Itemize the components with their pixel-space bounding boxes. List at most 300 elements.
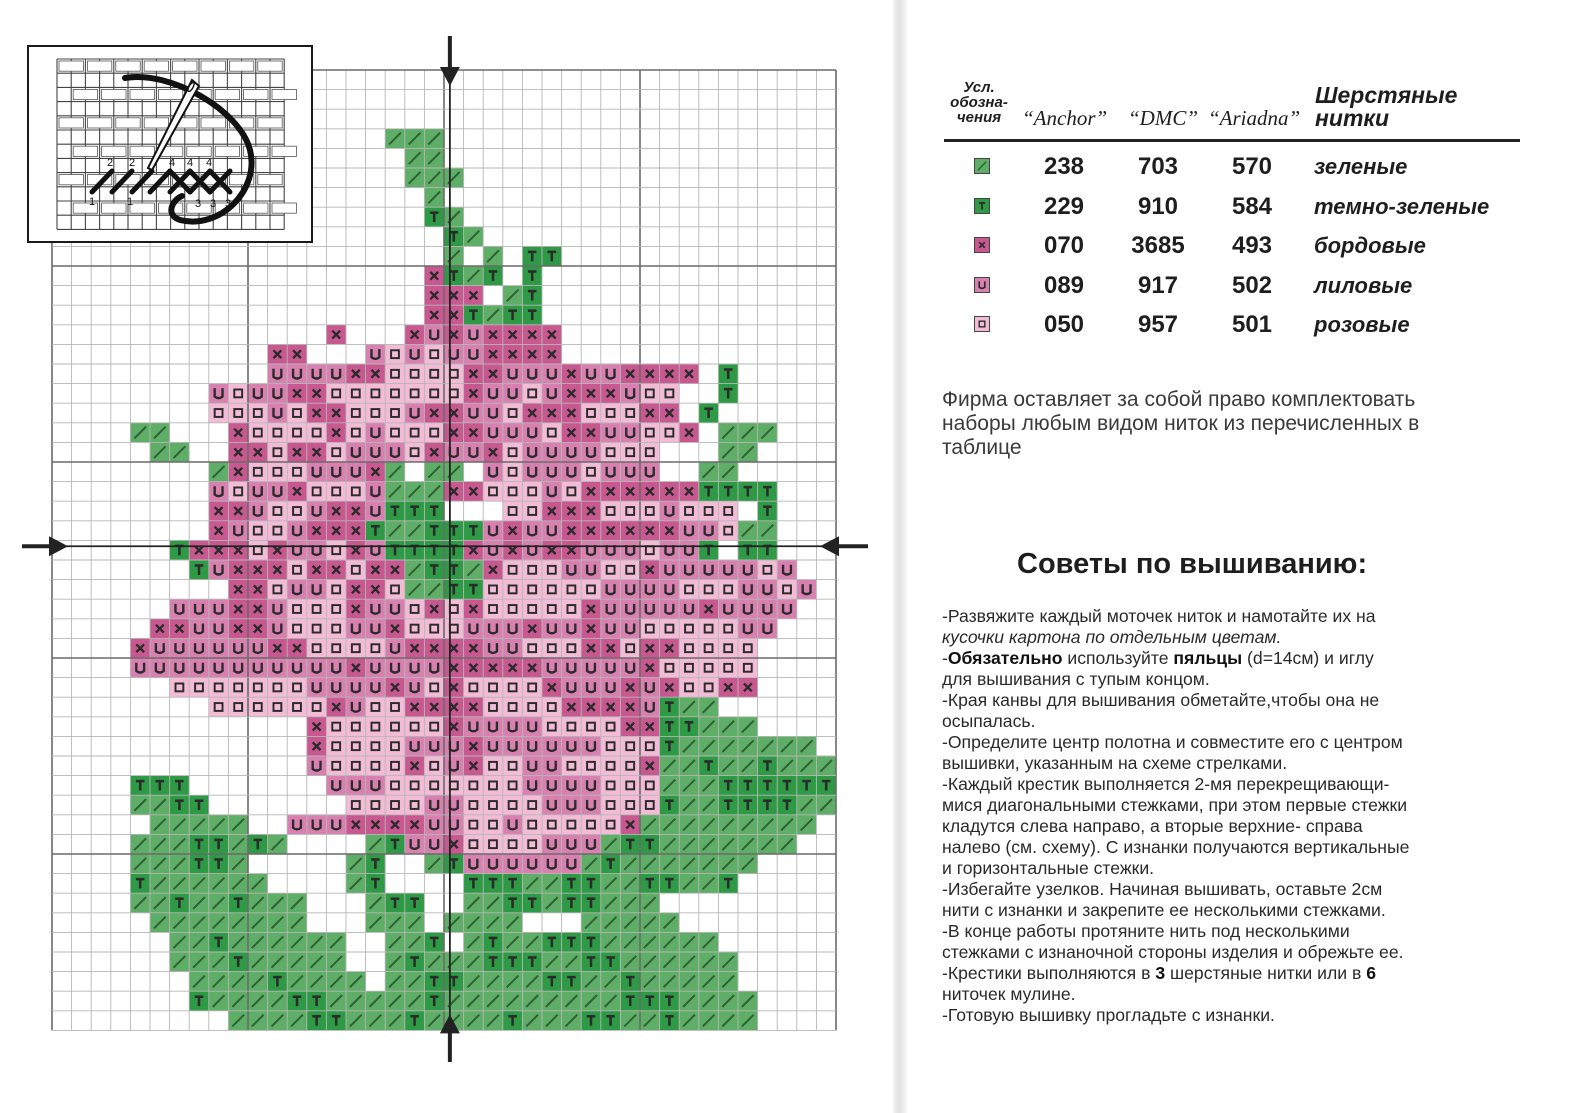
stitch-cell	[170, 599, 190, 619]
weave-block	[244, 203, 268, 213]
stitch-cell	[620, 756, 640, 776]
tip-line: стежками с изнаночной стороны изделия и обрежьте ее.	[942, 942, 1404, 962]
stitch-cell	[581, 795, 601, 815]
stitch-cell	[366, 403, 386, 423]
weave-block	[201, 61, 225, 71]
weave-block	[59, 175, 83, 185]
stitch-cell	[346, 736, 366, 756]
stitch-cell	[248, 501, 268, 521]
stitch-cell	[640, 540, 660, 560]
note-line: Фирма оставляет за собой право комплектовать	[942, 388, 1416, 411]
stitch-cell	[405, 776, 425, 796]
anchor-code: 238	[1043, 153, 1085, 180]
stitch-cell	[503, 756, 523, 776]
stitch-cell	[679, 560, 699, 580]
stitch-cell	[326, 756, 346, 776]
stitch-cell	[522, 815, 542, 835]
stitch-cell	[640, 736, 660, 756]
stitch-cell	[679, 501, 699, 521]
tip-line: -Каждый крестик выполняется 2-мя перекрещивающи-	[942, 774, 1390, 794]
stitch-symbol	[979, 242, 985, 248]
anchor-code: 229	[1043, 193, 1085, 220]
stitch-cell	[581, 776, 601, 796]
tip-line: -Развяжите каждый моточек ниток и намотайте их на	[942, 606, 1376, 626]
stitch-cell	[758, 599, 778, 619]
stitch-cell	[385, 658, 405, 678]
stitch-cell	[581, 736, 601, 756]
stitch-cell	[503, 482, 523, 502]
stitch-cell	[307, 364, 327, 384]
tip-line: кусочки картона по отдельным цветам.	[942, 627, 1282, 647]
stitch-cell	[385, 344, 405, 364]
stitch-cell	[718, 619, 738, 639]
tip-text: (d=14см) и иглу	[1242, 648, 1374, 668]
stitch-cell	[307, 756, 327, 776]
tip-line: осыпалась.	[942, 711, 1036, 731]
stitch-cell	[581, 442, 601, 462]
stitch-cell	[209, 384, 229, 404]
stitch-cell	[542, 423, 562, 443]
stitch-cell	[405, 678, 425, 698]
stitch-cell	[366, 501, 386, 521]
stitch-cell	[542, 717, 562, 737]
stitch-cell	[287, 678, 307, 698]
stitch-cell	[209, 482, 229, 502]
stitch-cell	[405, 619, 425, 639]
tip-line: для вышивания с тупым концом.	[942, 669, 1210, 689]
stitch-cell	[287, 658, 307, 678]
stitch-cell	[522, 560, 542, 580]
stitch-cell	[601, 403, 621, 423]
stitch-cell	[366, 423, 386, 443]
stitch-cell	[424, 384, 444, 404]
stitch-cell	[248, 540, 268, 560]
stitch-cell	[424, 325, 444, 345]
stitch-cell	[699, 619, 719, 639]
stitch-cell	[601, 364, 621, 384]
stitch-cell	[326, 736, 346, 756]
stitch-cell	[522, 638, 542, 658]
weave-block	[73, 146, 97, 156]
stitch-cell	[620, 638, 640, 658]
stitch-cell	[268, 364, 288, 384]
stitch-cell	[346, 462, 366, 482]
stitch-cell	[562, 736, 582, 756]
stitch-cell	[287, 364, 307, 384]
stitch-cell	[620, 540, 640, 560]
symbol-header-line3: чения	[956, 109, 1002, 126]
stitch-cell	[581, 560, 601, 580]
stitch-cell	[699, 501, 719, 521]
stitch-cell	[464, 717, 484, 737]
page-fold	[893, 0, 907, 1113]
stitch-cell	[366, 619, 386, 639]
stitch-cell	[346, 795, 366, 815]
stitch-symbol	[979, 203, 985, 210]
stitch-cell	[738, 580, 758, 600]
stitch-cell	[640, 462, 660, 482]
weave-block	[59, 61, 83, 71]
stitch-cell	[307, 482, 327, 502]
stitch-cell	[366, 697, 386, 717]
stitch-cell	[209, 658, 229, 678]
stitch-cell	[562, 580, 582, 600]
stitch-cell	[718, 560, 738, 580]
stitch-cell	[503, 364, 523, 384]
stitch-cell	[699, 638, 719, 658]
stitch-cell	[346, 619, 366, 639]
stitch-cell	[307, 540, 327, 560]
stitch-cell	[346, 482, 366, 502]
stitch-cell	[503, 442, 523, 462]
tip-text: шерстяные нитки или в	[1165, 963, 1367, 983]
stitch-symbol	[979, 321, 985, 327]
stitch-cell	[758, 560, 778, 580]
stitch-cell	[346, 403, 366, 423]
stitch-cell	[483, 462, 503, 482]
stitch-cell	[326, 364, 346, 384]
stitch-cell	[444, 599, 464, 619]
stitch-cell	[170, 678, 190, 698]
weave-block	[73, 89, 97, 99]
stitch-cell	[562, 619, 582, 639]
tip-text: -	[942, 648, 948, 668]
stitch-cell	[503, 423, 523, 443]
stitch-cell	[405, 384, 425, 404]
stitch-cell	[189, 619, 209, 639]
stitch-cell	[620, 580, 640, 600]
stitch-cell	[562, 776, 582, 796]
stitch-cell	[385, 384, 405, 404]
stitch-cell	[738, 599, 758, 619]
stitch-cell	[444, 344, 464, 364]
stitch-cell	[581, 834, 601, 854]
stitch-cell	[287, 540, 307, 560]
stitch-cell	[444, 364, 464, 384]
stitch-cell	[366, 736, 386, 756]
stitch-cell	[326, 599, 346, 619]
stitch-cell	[483, 540, 503, 560]
weave-block	[130, 89, 154, 99]
stitch-cell	[660, 658, 680, 678]
stitch-cell	[228, 482, 248, 502]
stitch-cell	[287, 815, 307, 835]
stitch-cell	[699, 521, 719, 541]
stitch-cell	[346, 697, 366, 717]
stitch-cell	[228, 403, 248, 423]
stitch-cell	[248, 462, 268, 482]
stitch-cell	[287, 521, 307, 541]
stitch-cell	[385, 795, 405, 815]
key-row-pink	[944, 308, 1524, 344]
stitch-cell	[522, 854, 542, 874]
stitch-cell	[738, 638, 758, 658]
stitch-cell	[679, 638, 699, 658]
stitch-cell	[366, 776, 386, 796]
stitch-cell	[464, 678, 484, 698]
stitch-cell	[581, 403, 601, 423]
stitch-cell	[287, 697, 307, 717]
wool-column-header	[1315, 84, 1457, 130]
stitch-cell	[405, 795, 425, 815]
stitch-cell	[581, 580, 601, 600]
tip-bold-text: пяльцы	[1173, 648, 1243, 668]
stitch-cell	[287, 501, 307, 521]
stitch-cell	[346, 678, 366, 698]
stitch-cell	[346, 442, 366, 462]
dmc-code: 703	[1137, 153, 1179, 180]
stitch-cell	[268, 580, 288, 600]
stitch-cell	[640, 678, 660, 698]
stitch-cell	[424, 795, 444, 815]
color-name: лиловые	[1314, 273, 1413, 298]
stitch-cell	[248, 423, 268, 443]
stitch-cell	[287, 560, 307, 580]
weave-block	[201, 118, 225, 128]
stitch-cell	[385, 697, 405, 717]
tip-line: налево (см. схему). С изнанки получаются вертикальные	[942, 837, 1410, 857]
color-key-header	[940, 80, 1520, 136]
stitch-cell	[307, 658, 327, 678]
stitch-cell	[660, 423, 680, 443]
stitch-cell	[326, 442, 346, 462]
weave-block	[272, 89, 296, 99]
stitch-cell	[307, 462, 327, 482]
stitch-cell	[130, 658, 150, 678]
tip-bold-text: Обязательно	[947, 648, 1063, 668]
stitch-cell	[620, 423, 640, 443]
stitch-cell	[620, 795, 640, 815]
stitch-cell	[620, 736, 640, 756]
stitch-cell	[601, 442, 621, 462]
stitch-cell	[660, 619, 680, 639]
stitch-cell	[522, 580, 542, 600]
stitch-cell	[170, 658, 190, 678]
stitch-order-number: 4	[168, 157, 176, 169]
stitch-cell	[444, 619, 464, 639]
stitch-cell	[483, 697, 503, 717]
key-row-dark-green	[944, 190, 1524, 226]
stitch-cell	[209, 403, 229, 423]
stitch-cell	[385, 756, 405, 776]
symbol-header-line1: Усл.	[963, 79, 995, 96]
stitch-cell	[385, 776, 405, 796]
stitch-cell	[542, 364, 562, 384]
stitch-cell	[287, 403, 307, 423]
stitch-cell	[718, 501, 738, 521]
wool-header-line2: нитки	[1315, 105, 1390, 131]
weave-block	[272, 146, 296, 156]
weave-block	[116, 118, 140, 128]
stitch-cell	[601, 776, 621, 796]
stitch-cell	[287, 580, 307, 600]
stitch-cell	[503, 403, 523, 423]
stitch-cell	[679, 540, 699, 560]
weave-block	[258, 175, 282, 185]
stitch-cell	[581, 462, 601, 482]
stitch-cell	[405, 834, 425, 854]
stitch-cell	[483, 580, 503, 600]
stitch-cell	[444, 442, 464, 462]
stitch-cell	[464, 834, 484, 854]
stitch-cell	[562, 560, 582, 580]
stitch-cell	[522, 423, 542, 443]
stitch-cell	[503, 580, 523, 600]
stitch-cell	[268, 423, 288, 443]
wool-header-line1: Шерстяные	[1315, 82, 1458, 108]
ariadna-code: 493	[1231, 232, 1273, 259]
stitch-cell	[424, 776, 444, 796]
stitch-order-number: 4	[186, 157, 194, 169]
stitch-cell	[326, 638, 346, 658]
stitch-cell	[444, 776, 464, 796]
stitch-cell	[679, 619, 699, 639]
stitch-cell	[326, 658, 346, 678]
stitch-cell	[150, 658, 170, 678]
tip-text: -Крестики выполняются в	[942, 963, 1156, 983]
stitch-cell	[777, 580, 797, 600]
tip-line	[942, 963, 1542, 984]
stitch-cell	[268, 678, 288, 698]
stitch-cell	[326, 717, 346, 737]
stitch-cell	[660, 501, 680, 521]
stitch-cell	[483, 638, 503, 658]
stitch-cell	[483, 403, 503, 423]
stitch-cell	[405, 658, 425, 678]
ariadna-code: 570	[1231, 153, 1273, 180]
stitch-cell	[307, 423, 327, 443]
stitch-cell	[503, 619, 523, 639]
stitch-cell	[483, 736, 503, 756]
stitch-cell	[385, 580, 405, 600]
stitch-cell	[699, 560, 719, 580]
stitch-cell	[542, 462, 562, 482]
stitch-cell	[209, 697, 229, 717]
weave-block	[244, 89, 268, 99]
stitch-cell	[522, 717, 542, 737]
stitch-cell	[562, 658, 582, 678]
stitch-cell	[464, 854, 484, 874]
stitch-cell	[679, 521, 699, 541]
stitch-cell	[640, 423, 660, 443]
stitch-cell	[346, 638, 366, 658]
stitch-cell	[503, 560, 523, 580]
stitch-diagram-inset	[28, 46, 312, 242]
stitch-cell	[699, 678, 719, 698]
dmc-code: 917	[1137, 272, 1179, 299]
anchor-code: 070	[1043, 232, 1085, 259]
stitch-cell	[248, 678, 268, 698]
tip-bold-text: 6	[1366, 963, 1376, 983]
stitch-cell	[503, 384, 523, 404]
stitch-cell	[542, 756, 562, 776]
stitch-cell	[464, 325, 484, 345]
stitch-cell	[601, 658, 621, 678]
stitch-cell	[718, 521, 738, 541]
stitch-cell	[483, 854, 503, 874]
stitch-cell	[326, 540, 346, 560]
stitch-cell	[503, 834, 523, 854]
stitch-cell	[444, 795, 464, 815]
stitch-cell	[248, 638, 268, 658]
stitch-cell	[385, 442, 405, 462]
stitch-cell	[503, 501, 523, 521]
ariadna-code: 502	[1231, 272, 1273, 299]
stitch-order-number: 4	[205, 157, 213, 169]
weave-block	[116, 61, 140, 71]
stitch-cell	[268, 697, 288, 717]
stitch-cell	[483, 795, 503, 815]
stitch-cell	[228, 697, 248, 717]
stitch-cell	[268, 658, 288, 678]
stitch-cell	[424, 834, 444, 854]
weave-block	[215, 89, 239, 99]
stitch-cell	[405, 717, 425, 737]
stitch-cell	[385, 599, 405, 619]
stitch-cell	[562, 638, 582, 658]
stitch-cell	[601, 756, 621, 776]
stitch-cell	[542, 834, 562, 854]
stitch-cell	[483, 756, 503, 776]
stitch-cell	[248, 521, 268, 541]
stitch-cell	[522, 599, 542, 619]
stitch-cell	[346, 384, 366, 404]
stitch-cell	[522, 540, 542, 560]
stitch-order-number: 3	[194, 198, 202, 210]
stitch-cell	[326, 619, 346, 639]
weave-block	[102, 146, 126, 156]
stitch-cell	[738, 619, 758, 639]
stitch-cell	[699, 658, 719, 678]
stitch-cell	[366, 344, 386, 364]
stitch-cell	[699, 580, 719, 600]
stitch-cell	[620, 599, 640, 619]
stitch-cell	[483, 834, 503, 854]
stitch-cell	[738, 658, 758, 678]
stitch-cell	[522, 521, 542, 541]
stitch-cell	[503, 678, 523, 698]
stitch-cell	[366, 678, 386, 698]
weave-block	[258, 61, 282, 71]
tip-line: -Избегайте узелков. Начиная вышивать, оставьте 2см	[942, 879, 1383, 899]
stitch-cell	[522, 776, 542, 796]
stitch-cell	[326, 678, 346, 698]
dmc-code: 3685	[1131, 232, 1185, 259]
stitch-cell	[307, 678, 327, 698]
stitch-cell	[307, 599, 327, 619]
stitch-cell	[601, 423, 621, 443]
tip-line: -В конце работы протяните нить под несколькими	[942, 921, 1350, 941]
dmc-code: 957	[1137, 311, 1179, 338]
stitch-cell	[464, 403, 484, 423]
stitch-cell	[483, 678, 503, 698]
stitch-cell	[601, 736, 621, 756]
tip-line: -Края канвы для вышивания обметайте,чтобы она не	[942, 690, 1380, 710]
stitch-cell	[483, 815, 503, 835]
stitch-cell	[248, 384, 268, 404]
stitch-order-number: 3	[224, 198, 232, 210]
green-swatch-icon	[974, 158, 990, 174]
stitch-cell	[268, 619, 288, 639]
stitch-cell	[385, 717, 405, 737]
stitch-cell	[228, 658, 248, 678]
stitch-symbol	[979, 281, 985, 288]
stitch-cell	[209, 560, 229, 580]
stitch-cell	[268, 403, 288, 423]
stitch-cell	[189, 658, 209, 678]
stitch-cell	[503, 736, 523, 756]
stitch-cell	[366, 658, 386, 678]
